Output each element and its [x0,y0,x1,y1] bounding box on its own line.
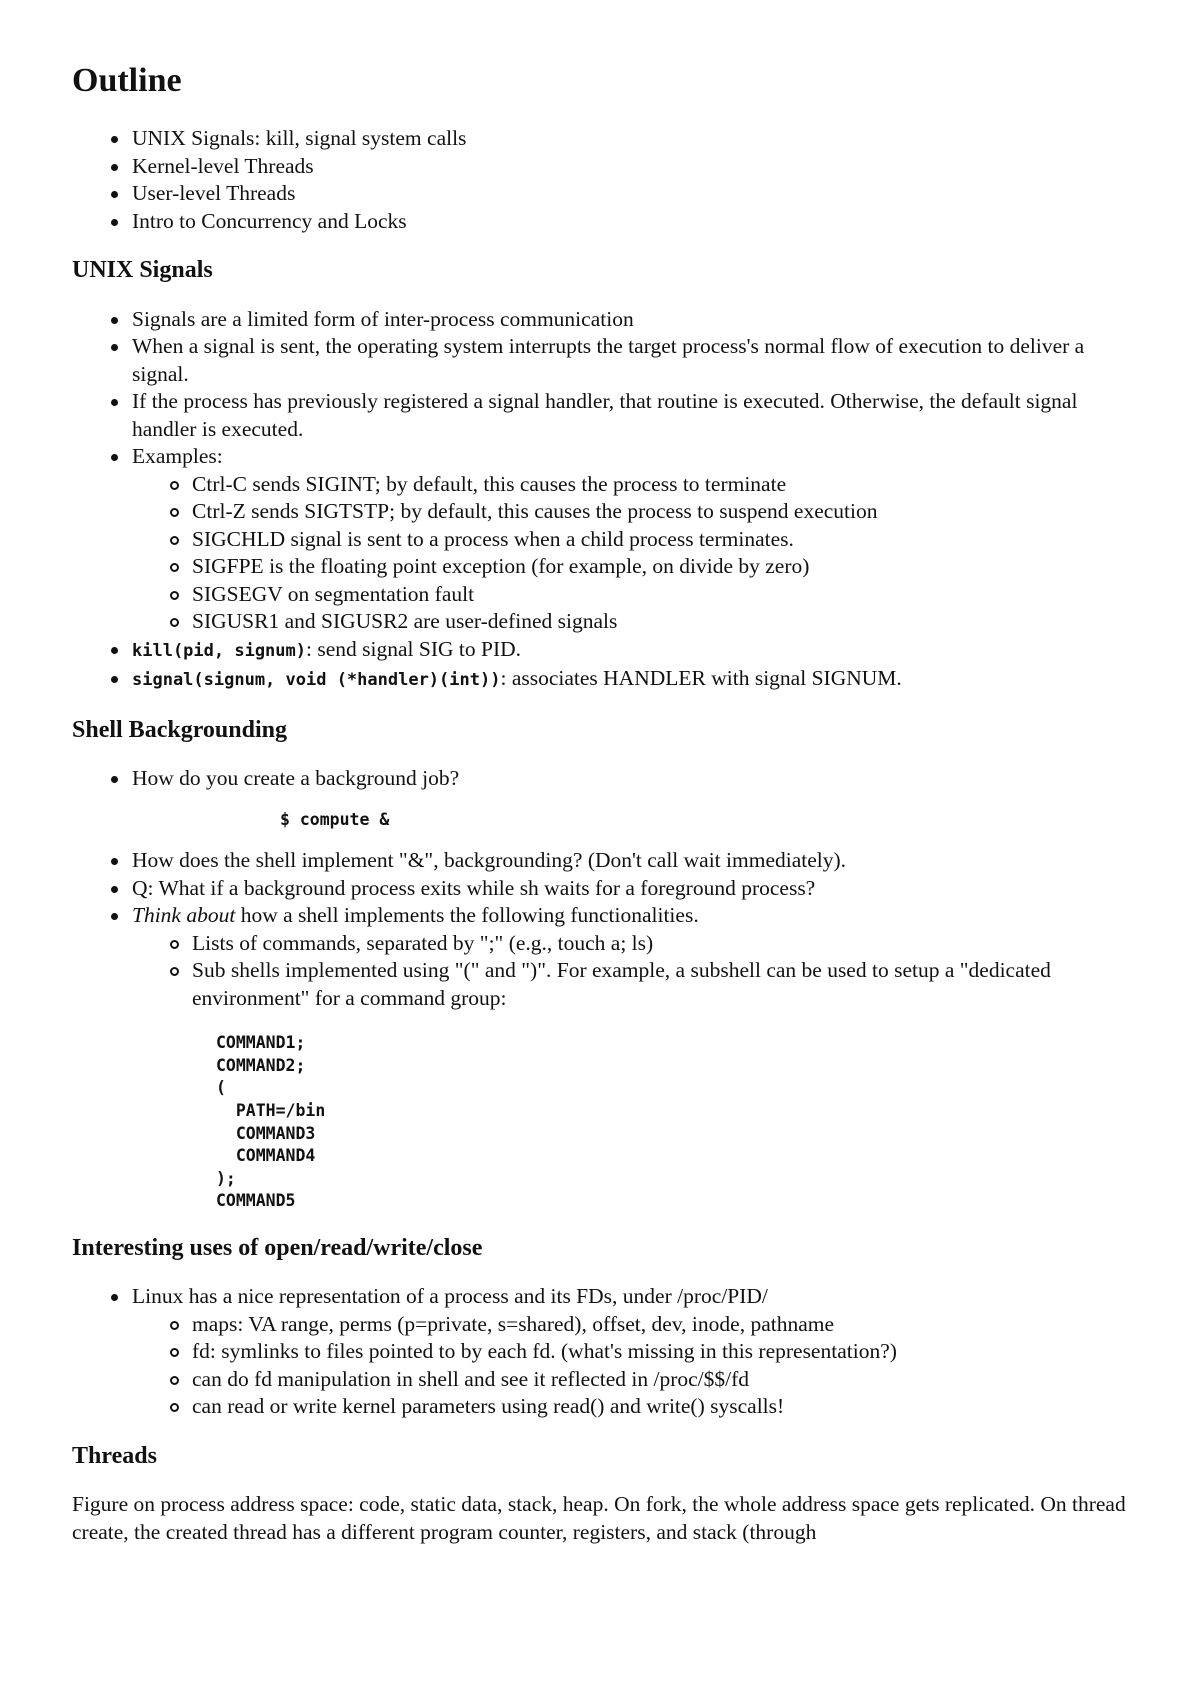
list-item: can read or write kernel parameters using read() and write() syscalls! [192,1393,1128,1421]
list-item [132,902,1128,1213]
examples-list [132,471,1128,636]
list-item: Q: What if a background process exits while sh waits for a foreground process? [132,875,1128,903]
kill-code: kill(pid, signum) [132,640,306,661]
fd-item-text: Linux has a nice representation of a process and its FDs, under /proc/PID/ [132,1284,768,1309]
code-block-subshell: COMMAND1; COMMAND2; ( PATH=/bin COMMAND3 COMMAND4 ); COMMAND5 [216,1033,326,1211]
list-item: Lists of commands, separated by ";" (e.g., touch a; ls) [192,930,1128,958]
list-item: SIGSEGV on segmentation fault [192,581,1128,609]
list-item: User-level Threads [132,180,1128,208]
list-item: SIGCHLD signal is sent to a process when a child process terminates. [192,526,1128,554]
code-block-compute: $ compute & [280,809,390,829]
list-item: UNIX Signals: kill, signal system calls [132,125,1128,153]
list-item [192,957,1128,1213]
threads-heading: Threads [72,1442,157,1469]
threads-paragraph: Figure on process address space: code, static data, stack, heap. On fork, the whole address space gets replicated. On thread create, the created thread has a different program counter, registers, and stack (through [72,1492,1126,1544]
outline-list [72,125,1128,235]
examples-label: Examples: [132,444,223,469]
list-item [132,443,1128,636]
list-item [132,665,1128,695]
list-item: SIGFPE is the floating point exception (for example, on divide by zero) [192,553,1128,581]
outline-heading: Outline [72,62,182,99]
fd-uses-heading: Interesting uses of open/read/write/close [72,1235,483,1262]
list-item: SIGUSR1 and SIGUSR2 are user-defined signals [192,608,1128,636]
signals-list [72,306,1128,695]
shell-sublist [132,930,1128,1213]
list-item [132,1283,1128,1421]
list-item: Intro to Concurrency and Locks [132,208,1128,236]
emphasis-text: Think about [132,903,236,928]
list-item: How does the shell implement "&", backgrounding? (Don't call wait immediately). [132,847,1128,875]
list-item: If the process has previously registered a signal handler, that routine is executed. Otherwise, the default signal handler is executed. [132,388,1128,443]
subshell-text: Sub shells implemented using "(" and ")". For example, a subshell can be used to setup a "dedicated environment" for a command group: [192,958,1051,1010]
shell-list [72,765,1128,1213]
list-item: maps: VA range, perms (p=private, s=shared), offset, dev, inode, pathname [192,1311,1128,1339]
kill-description: : send signal SIG to PID. [306,636,521,661]
signal-description: : associates HANDLER with signal SIGNUM. [500,666,902,691]
list-item: Kernel-level Threads [132,153,1128,181]
list-item: Signals are a limited form of inter-process communication [132,306,1128,334]
question-text: how a shell implements the following functionalities. [235,903,699,928]
list-item: Ctrl-Z sends SIGTSTP; by default, this causes the process to suspend execution [192,498,1128,526]
signal-code: signal(signum, void (*handler)(int)) [132,670,501,691]
list-item [132,636,1128,666]
list-item: Ctrl-C sends SIGINT; by default, this causes the process to terminate [192,471,1128,499]
shell-backgrounding-heading: Shell Backgrounding [72,716,287,743]
list-item: When a signal is sent, the operating system interrupts the target process's normal flow of execution to deliver a signal. [132,333,1128,388]
fd-sublist [132,1311,1128,1421]
list-item [132,765,1128,831]
fd-list [72,1283,1128,1421]
question-text: How do you create a background job? [132,766,460,791]
unix-signals-heading: UNIX Signals [72,257,213,284]
list-item: fd: symlinks to files pointed to by each fd. (what's missing in this representation?) [192,1338,1128,1366]
list-item: can do fd manipulation in shell and see it reflected in /proc/$$/fd [192,1366,1128,1394]
